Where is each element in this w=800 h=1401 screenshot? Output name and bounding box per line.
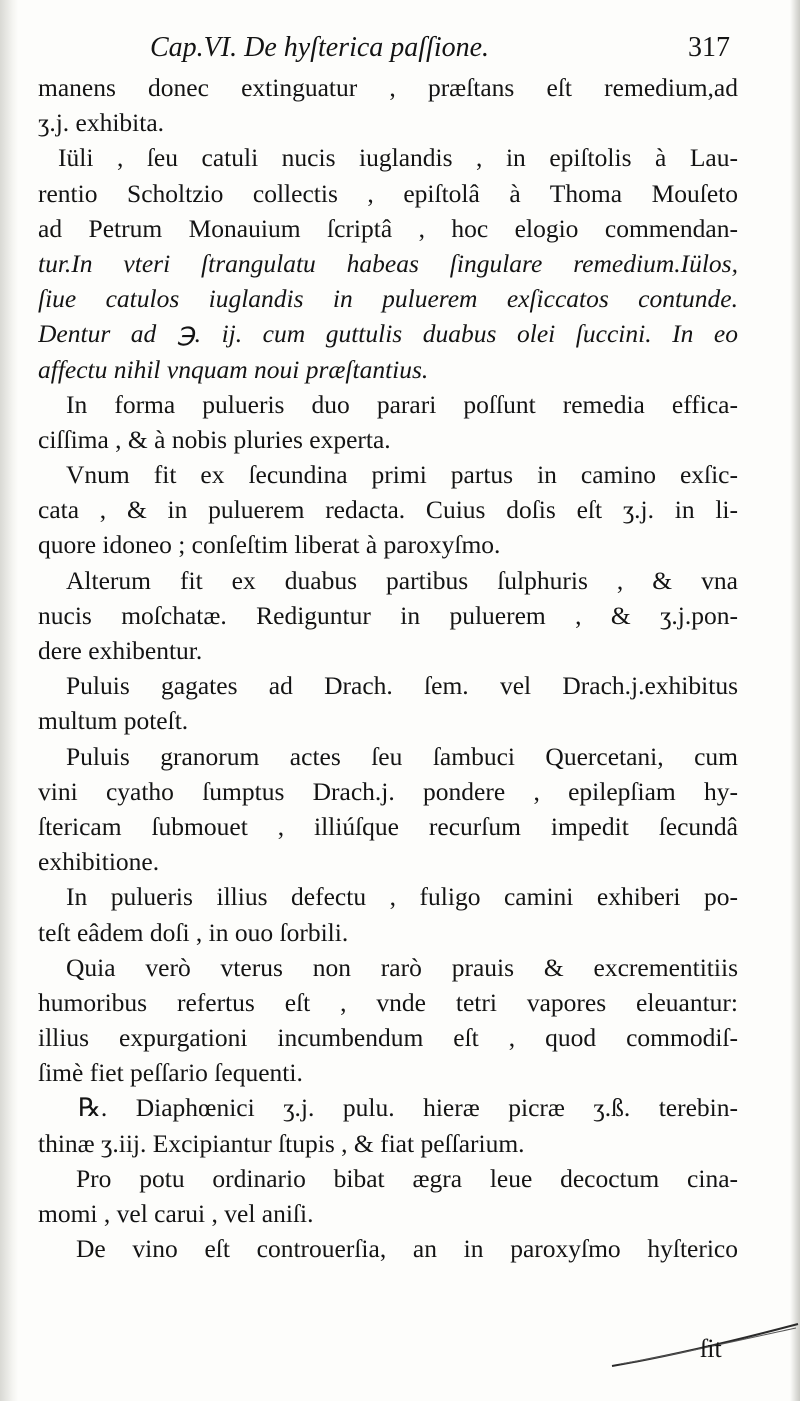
text-line: teſt eâdem doſi , in ouo ſorbili. xyxy=(38,917,349,947)
text-line: Iüli , ſeu catuli nucis iuglandis , in epiſtolis à Lau- xyxy=(58,143,738,173)
text-line: multum poteſt. xyxy=(38,706,189,736)
text-line: Quia verò vterus non rarò prauis & excrementitiis xyxy=(66,952,738,982)
text-line: dere exhibentur. xyxy=(38,636,203,665)
text-line: In pulueris illius defectu , fuligo camini exhiberi po- xyxy=(66,882,738,912)
text-line: vini cyatho ſumptus Drach.j. pondere , epilepſiam hy- xyxy=(38,776,738,806)
text-line: affectu nihil vnquam noui præſtantius. xyxy=(38,354,429,384)
page-number: 317 xyxy=(688,32,730,63)
text-line: ciſſima , & à nobis pluries experta. xyxy=(38,424,391,454)
text-line: illius expurgationi incumbendum eſt , quod commodiſ- xyxy=(38,1023,738,1053)
text-line: rentio Scholtzio collectis , epiſtolâ à Thoma Mouſeto xyxy=(38,178,738,208)
text-line: Pro potu ordinario bibat ægra leue decoctum cina- xyxy=(76,1163,738,1193)
text-line: nucis moſchatæ. Rediguntur in puluerem , & ʒ.j.pon- xyxy=(38,600,738,630)
text-line: tur.In vteri ſtrangulatu habeas ſingulare remedium.Iülos, xyxy=(38,248,738,278)
body-text xyxy=(38,70,738,1266)
text-line: humoribus refertus eſt , vnde tetri vapores eleuantur: xyxy=(38,987,738,1017)
text-line: Vnum fit ex ſecundina primi partus in camino exſic- xyxy=(66,460,738,490)
text-line: ℞. Diaphœnici ʒ.j. pulu. hieræ picræ ʒ.ß. terebin- xyxy=(78,1093,738,1123)
catchword: ſit xyxy=(700,1334,722,1363)
page-edge-shadow-right xyxy=(790,0,800,1401)
text-line: exhibitione. xyxy=(38,847,160,877)
text-line: ʒ.j. exhibita. xyxy=(38,108,165,138)
text-line: In forma pulueris duo parari poſſunt remedia effica- xyxy=(66,389,738,419)
text-line: Puluis gagates ad Drach. ſem. vel Drach.j.exhibitus xyxy=(66,671,738,701)
text-line: Puluis granorum actes ſeu ſambuci Quercetani, cum xyxy=(66,741,738,771)
text-line: Alterum fit ex duabus partibus ſulphuris , & vna xyxy=(66,565,738,595)
page-edge-shadow-left xyxy=(0,0,18,1401)
text-line: Dentur ad ℈. ij. cum guttulis duabus olei ſuccini. In eo xyxy=(38,319,738,349)
text-line: thinæ ʒ.iij. Excipiantur ſtupis , & fiat peſſarium. xyxy=(38,1128,525,1158)
text-line: cata , & in puluerem redacta. Cuius doſis eſt ʒ.j. in li- xyxy=(38,495,738,525)
text-line: ſiue catulos iuglandis in puluerem exſiccatos contunde. xyxy=(38,284,738,314)
running-head xyxy=(150,32,730,70)
text-line: manens donec extinguatur , præſtans eſt remedium,ad xyxy=(38,73,738,102)
text-line: ſimè fiet peſſario ſequenti. xyxy=(38,1058,303,1088)
chapter-title: Cap.VI. De hyſterica paſſione. xyxy=(150,32,490,63)
text-line: ſtericam ſubmouet , illiúſque recurſum impedit ſecundâ xyxy=(38,811,738,841)
text-line: momi , vel carui , vel aniſi. xyxy=(38,1199,314,1228)
text-line: ad Petrum Monauium ſcriptâ , hoc elogio commendan- xyxy=(38,213,738,243)
text-line: De vino eſt controuerſia, an in paroxyſmo hyſterico xyxy=(76,1234,738,1264)
text-line: quore idoneo ; conſeſtim liberat à paroxyſmo. xyxy=(38,530,501,560)
